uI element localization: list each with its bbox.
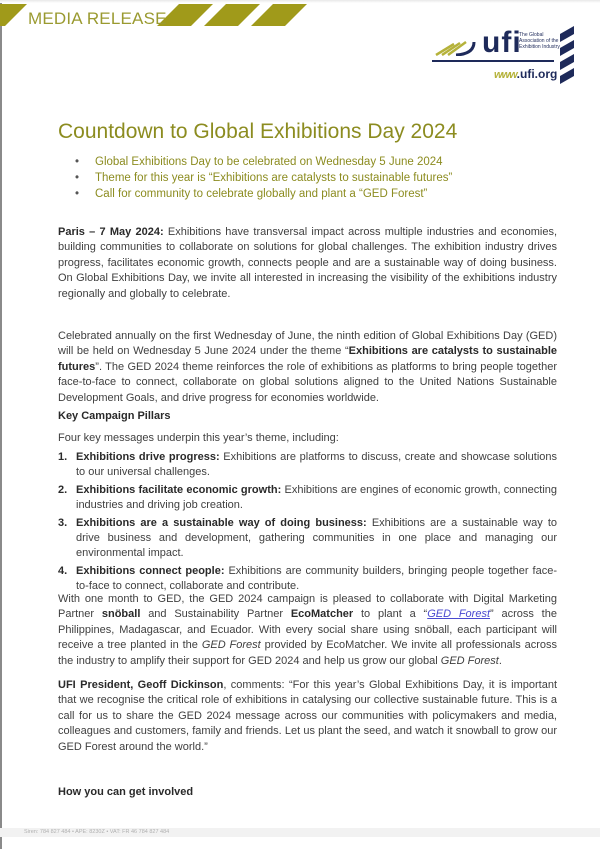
get-involved-heading: How you can get involved (58, 786, 194, 798)
partners-text: With one month to GED, the GED 2024 campaign is pleased to collaborate with Digital Marketing Partner (58, 593, 557, 621)
partners-text: to plant a “ (353, 608, 428, 621)
document-body (58, 118, 558, 798)
theme-name: Exhibitions are catalysts to sustainable futures (58, 345, 558, 373)
intro-text: Exhibitions have transversal impact across multiple industries and economies, building communities to collaborate on solutions for global challenges. The exhibition industry drives progress, facilitates economic growth, connects people and are a sustainable way of doing business. On Global Exhibitions Day, we invite all interested in increasing the visibility of the exhibitions industry regionally and globally to celebrate. (58, 226, 558, 300)
ged-forest-link[interactable]: GED Forest (427, 608, 491, 621)
www-waves: www (494, 69, 517, 81)
logo-underline (432, 60, 554, 62)
pillar-number: 3. (58, 517, 68, 529)
dateline: Paris – 7 May 2024: (58, 226, 164, 238)
footer-registration: Siren: 784 827 484 • APE: 8230Z • VAT: FR 46 784 827 484 (24, 829, 170, 835)
highlight-item: • Global Exhibitions Day to be celebrated on Wednesday 5 June 2024 (95, 154, 557, 170)
pillar-title: Exhibitions are a sustainable way of doing business: (76, 517, 367, 529)
ufi-logo[interactable] (432, 26, 582, 88)
pillar-number: 2. (58, 484, 68, 496)
partner-snoball: snöball (101, 608, 141, 621)
partner-ecomatcher: EcoMatcher (290, 608, 354, 621)
pillar-item (58, 450, 558, 480)
pillars-heading: Key Campaign Pillars (58, 410, 171, 422)
header-stripe (251, 4, 307, 26)
partners-paragraph (58, 592, 557, 669)
pillar-item (58, 516, 557, 561)
partners-text: and Sustainability Partner (140, 608, 291, 621)
pillar-number: 1. (58, 451, 68, 463)
header-stripe (0, 4, 27, 26)
ged-forest-mention: GED Forest (201, 639, 261, 652)
logo-tagline: The Global Association of the Exhibition Industry (519, 32, 560, 50)
page-header (0, 0, 600, 100)
partners-text: provided by EcoMatcher. We invite all professionals across the industry to amplify their support for GED 2024 and help us grow our global (58, 639, 557, 667)
logo-bars-icon (560, 26, 578, 86)
quote-text: , comments: “For this year’s Global Exhibitions Day, it is important that we recognise the critical role of exhibitions in catalysing our collective sustainable future. This is a call for us to share the GED 2024 message across our communities with policymakers and media, colleagues and customers, family and friends. Let us plant the seed, and watch it snowball to grow our GED Forest around the world.” (58, 679, 557, 753)
pillar-text: Exhibitions are platforms to discuss, create and showcase solutions to our universal challenges. (76, 451, 558, 478)
partners-text: . (498, 654, 502, 667)
pillar-item (58, 483, 557, 513)
pillars-list (58, 450, 557, 597)
highlight-item: • Theme for this year is “Exhibitions are catalysts to sustainable futures” (95, 170, 557, 186)
pillar-title: Exhibitions drive progress: (76, 451, 220, 463)
theme-text-before: Celebrated annually on the first Wednesday of June, the ninth edition of Global Exhibitions Day (GED) will be held on Wednesday 5 June 2024 under the theme “ (58, 330, 557, 358)
page-left-edge (0, 0, 2, 849)
pillar-number: 4. (58, 565, 68, 577)
pillar-text: Exhibitions are a sustainable way to drive business and development, gathering communities in one place and managing our environmental impact. (76, 517, 557, 559)
pillar-text: Exhibitions are community builders, bringing people together face-to-face to connect, collaborate and contribute. (76, 565, 557, 592)
pillar-item (58, 564, 557, 594)
partners-text: ” across the Philippines, Madagascar, and Ecuador. With every social share using snöball, each participant will receive a tree planted in the (58, 608, 557, 652)
page-title: Countdown to Global Exhibitions Day 2024 (58, 120, 458, 143)
swoosh-icon (434, 38, 480, 56)
highlight-item: • Call for community to celebrate globally and plant a “GED Forest” (95, 186, 557, 202)
theme-paragraph (58, 329, 557, 406)
header-stripe (204, 4, 260, 26)
pillar-title: Exhibitions facilitate economic growth: (76, 484, 282, 496)
logo-wordmark: ufi (482, 26, 522, 59)
quote-attribution: UFI President, Geoff Dickinson (58, 679, 224, 691)
ged-forest-mention: GED Forest (440, 654, 499, 667)
pillar-text: Exhibitions are engines of economic growth, connecting industries and driving job creation. (76, 484, 557, 511)
pillars-intro: Four key messages underpin this year’s theme, including: (58, 432, 339, 444)
theme-text-after: ”. The GED 2024 theme reinforces the role of exhibitions as platforms to bring people together face-to-face to connect, collaborate on global solutions aligned to the United Nations Sustainable Development Goals, and drive progress for economies worldwide. (58, 360, 557, 404)
president-quote-paragraph (58, 678, 557, 755)
intro-paragraph (58, 225, 557, 302)
website-url: .ufi.org (516, 67, 558, 81)
highlights-list (58, 154, 557, 202)
logo-website (494, 67, 557, 81)
media-release-label: MEDIA RELEASE (28, 9, 167, 28)
pillar-title: Exhibitions connect people: (76, 565, 225, 577)
